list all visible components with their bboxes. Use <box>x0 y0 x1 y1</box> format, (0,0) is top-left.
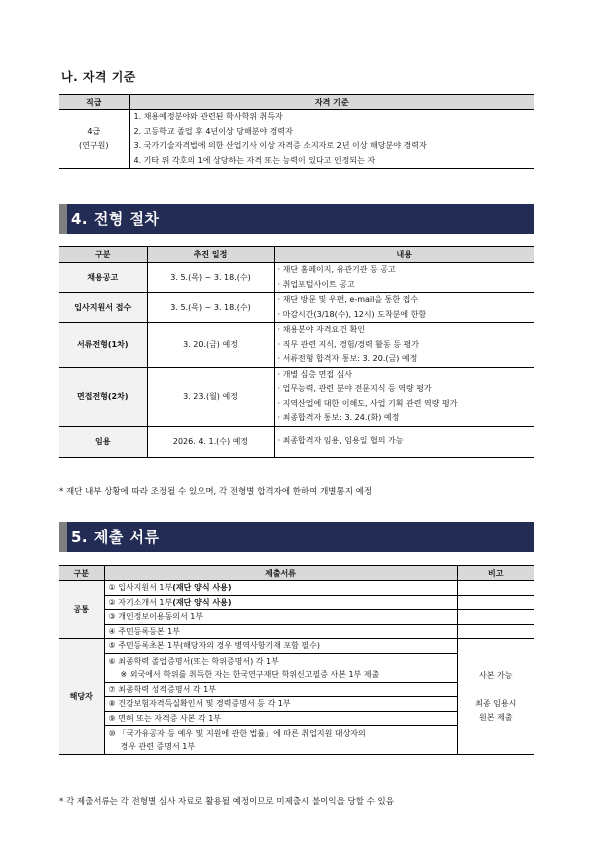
document-text-cont: 경우 관련 증명서 1부 <box>120 742 196 751</box>
document-text: ⑩ 「국가유공자 등 예우 및 지원에 관한 법률」에 따른 취업지원 대상자의 <box>108 729 366 738</box>
table-row <box>59 595 534 610</box>
step-content <box>274 367 534 426</box>
content-line: · 개별 심층 면접 심사 <box>277 369 353 379</box>
document-form-note: (재단 양식 사용) <box>172 583 232 593</box>
remark-empty <box>457 581 534 596</box>
table-row <box>59 263 534 293</box>
header-step: 구분 <box>59 247 147 263</box>
step-period: 3. 5.(목) ~ 3. 18.(수) <box>147 293 274 323</box>
header-remarks: 비고 <box>457 566 534 581</box>
step-label: 입사지원서 접수 <box>59 293 147 323</box>
content-line: · 재단 방문 및 우편, e-mail을 통한 접수 <box>277 295 419 304</box>
step-content <box>274 293 534 323</box>
document-item <box>104 595 457 610</box>
content-line: · 채용분야 자격요건 확인 <box>277 325 365 334</box>
document-item: ④ 주민등록등본 1부 <box>104 624 457 639</box>
documents-note: * 각 제출서류는 각 전형별 심사 자료로 활용될 예정이므로 미제출시 불이익을 당할 수 있음 <box>59 797 394 807</box>
header-content: 내용 <box>274 247 534 263</box>
header-period: 추진 일정 <box>147 247 274 263</box>
document-item: ⑨ 면허 또는 자격증 사본 각 1부 <box>104 711 457 726</box>
grade-cell <box>59 110 129 169</box>
content-line: · 취업포털사이트 공고 <box>277 279 355 289</box>
remark-original: 원본 제출 <box>479 712 513 722</box>
qualification-table <box>59 94 534 169</box>
header-criteria: 자격 기준 <box>129 95 534 110</box>
criteria-cell <box>129 110 534 169</box>
step-content <box>274 263 534 293</box>
table-row <box>59 426 534 457</box>
remark-cell <box>457 639 534 755</box>
criteria-item: 1. 채용예정분야와 관련된 학사학위 취득자 <box>133 112 283 121</box>
document-text: ① 입사지원서 1부 <box>108 583 173 593</box>
category-applicable: 해당자 <box>59 639 104 755</box>
content-line: · 서류전형 합격자 통보: 3. 20.(금) 예정 <box>277 354 418 363</box>
document-form-note: (재단 양식 사용) <box>172 597 232 607</box>
documents-table <box>59 565 534 755</box>
header-grade: 직급 <box>59 95 129 110</box>
criteria-item: 2. 고등학교 졸업 후 4년이상 당해분야 경력자 <box>133 126 293 136</box>
document-item <box>104 653 457 682</box>
table-row <box>59 323 534 368</box>
step-label: 임용 <box>59 426 147 457</box>
table-row <box>59 624 534 639</box>
remark-empty <box>457 624 534 639</box>
table-row <box>59 639 534 654</box>
content-line: · 최종합격자 통보: 3. 24.(화) 예정 <box>277 413 400 422</box>
grade-sub-label: (연구원) <box>79 141 109 150</box>
criteria-item: 4. 기타 위 각호의 1에 상당하는 자격 또는 능력이 있다고 인정되는 자 <box>133 155 376 165</box>
content-line: · 업무능력, 관련 분야 전문지식 등 역량 평가 <box>277 384 432 393</box>
step-content <box>274 323 534 368</box>
step-label: 면접전형(2차) <box>59 367 147 426</box>
header-documents: 제출서류 <box>104 566 457 581</box>
remark-copy: 사본 가능 <box>479 670 513 680</box>
header-category: 구분 <box>59 566 104 581</box>
remark-final: 최종 임용시 <box>475 698 517 708</box>
procedure-table <box>59 246 534 458</box>
step-label: 채용공고 <box>59 263 147 293</box>
document-item: ⑧ 건강보험자격득실확인서 및 경력증명서 등 각 1부 <box>104 697 457 712</box>
document-item: ⑤ 주민등록초본 1부(해당자의 경우 병역사항기재 포함 필수) <box>104 639 457 654</box>
content-line: · 지역산업에 대한 이해도, 사업 기획 관련 역량 평가 <box>277 398 458 408</box>
section-title-procedure: 4. 전형 절차 <box>59 204 534 234</box>
step-label: 서류전형(1차) <box>59 323 147 368</box>
remark-empty <box>457 610 534 625</box>
step-period: 3. 23.(월) 예정 <box>147 367 274 426</box>
qualification-heading: 나. 자격 기준 <box>61 70 136 84</box>
table-row <box>59 581 534 596</box>
document-subnote: ※ 외국에서 학위를 취득한 자는 한국연구재단 학위신고필증 사본 1부 제출 <box>120 669 380 679</box>
procedure-note: * 재단 내부 상황에 따라 조정될 수 있으며, 각 전형별 합격자에 한하여 개별통지 예정 <box>59 487 373 497</box>
step-period: 2026. 4. 1.(수) 예정 <box>147 426 274 457</box>
content-line: · 마감시간(3/18(수), 12시) 도착분에 한함 <box>277 309 427 319</box>
category-common: 공통 <box>59 581 104 639</box>
document-item: ③ 개인정보이용동의서 1부 <box>104 610 457 625</box>
step-period: 3. 5.(목) ~ 3. 18.(수) <box>147 263 274 293</box>
criteria-item: 3. 국가기술자격법에 의한 산업기사 이상 자격증 소지자로 2년 이상 해당분야 경력자 <box>133 141 427 150</box>
document-item <box>104 581 457 596</box>
document-item: ⑦ 최종학력 성적증명서 각 1부 <box>104 682 457 697</box>
section-title-documents: 5. 제출 서류 <box>59 522 534 552</box>
content-line: · 직무 관련 지식, 경험/경력 활동 등 평가 <box>277 339 420 349</box>
content-line: · 재단 홈페이지, 유관기관 등 공고 <box>277 265 396 274</box>
table-row <box>59 610 534 625</box>
grade-label: 4급 <box>87 127 101 137</box>
table-row <box>59 293 534 323</box>
step-period: 3. 20.(금) 예정 <box>147 323 274 368</box>
document-text: ② 자기소개서 1부 <box>108 597 173 607</box>
remark-empty <box>457 595 534 610</box>
document-item <box>104 726 457 755</box>
step-content <box>274 426 534 457</box>
content-line: · 최종합격자 임용, 임용일 협의 가능 <box>277 436 404 446</box>
table-row <box>59 367 534 426</box>
document-text: ⑥ 최종학력 졸업증명서(또는 학위증명서) 각 1부 <box>108 656 279 666</box>
